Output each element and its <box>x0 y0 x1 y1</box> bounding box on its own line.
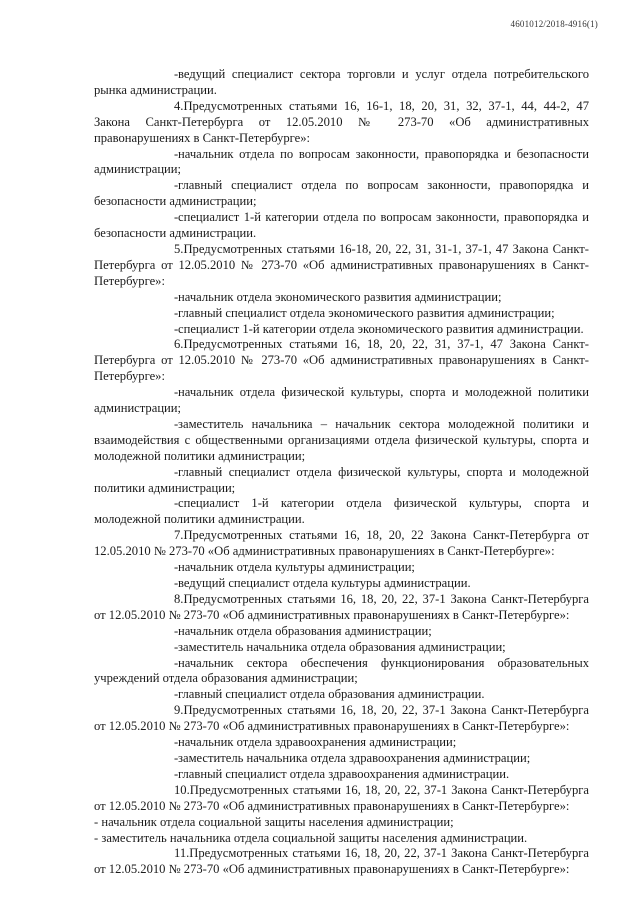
clause-text: Предусмотренных статьями 16, 18, 20, 22 Закона Санкт-Петербурга от 12.05.2010 № 273-70 «Об административных правонарушениях в Санкт-Петербурге»: <box>94 528 589 559</box>
bullet-dash: - <box>174 289 179 304</box>
bullet-dash: - <box>174 750 179 765</box>
list-item <box>94 560 589 576</box>
list-item <box>94 687 589 703</box>
bullet-dash: - <box>174 496 179 511</box>
list-item-text: начальник отдела экономического развития администрации; <box>178 289 502 304</box>
list-item <box>94 210 589 242</box>
list-item <box>94 735 589 751</box>
numbered-clause <box>94 337 589 385</box>
list-item <box>94 831 589 847</box>
clause-number: 4. <box>174 98 184 113</box>
clause-text: Предусмотренных статьями 16-18, 20, 22, 31, 31-1, 37-1, 47 Закона Санкт-Петербурга от 12.05.2010 № 273-70 «Об административных правонарушениях в Санкт-Петербурге»: <box>94 241 589 288</box>
list-item-text: главный специалист отдела образования администрации. <box>178 687 485 702</box>
list-item-text: - заместитель начальника отдела социальной защиты населения администрации. <box>94 830 528 845</box>
bullet-dash: - <box>174 464 179 479</box>
list-item-text: главный специалист отдела физической культуры, спорта и молодежной политики администрации; <box>94 464 589 495</box>
numbered-clause <box>94 528 589 560</box>
list-item-text: главный специалист отдела здравоохранения администрации. <box>178 766 510 781</box>
bullet-dash: - <box>174 321 179 336</box>
list-item <box>94 496 589 528</box>
bullet-dash: - <box>174 178 179 193</box>
document-body <box>94 67 589 878</box>
numbered-clause <box>94 242 589 290</box>
list-item-text: - начальник отдела социальной защиты населения администрации; <box>94 814 454 829</box>
bullet-dash: - <box>174 416 179 431</box>
list-item-text: специалист 1-й категории отдела физической культуры, спорта и молодежной политики администрации. <box>94 496 589 527</box>
clause-text: Предусмотренных статьями 16, 18, 20, 22, 37-1 Закона Санкт-Петербурга от 12.05.2010 № 273-70 «Об административных правонарушениях в Санкт-Петербурге»: <box>94 703 589 734</box>
bullet-dash: - <box>174 210 179 225</box>
numbered-clause <box>94 783 589 815</box>
list-item <box>94 576 589 592</box>
list-item-text: заместитель начальника отдела образования администрации; <box>178 639 506 654</box>
list-item-text: главный специалист отдела по вопросам законности, правопорядка и безопасности администрации; <box>94 178 589 209</box>
list-item-text: заместитель начальника отдела здравоохранения администрации; <box>178 750 531 765</box>
list-item <box>94 815 589 831</box>
list-item-text: заместитель начальника – начальник сектора молодежной политики и взаимодействия с общественными организациями отдела физической культуры, спорта и молодежной политики администрации; <box>94 416 589 463</box>
list-item <box>94 322 589 338</box>
clause-number: 5. <box>174 241 184 256</box>
list-item-text: специалист 1-й категории отдела по вопросам законности, правопорядка и безопасности администрации. <box>94 210 589 241</box>
list-item-text: ведущий специалист отдела культуры администрации. <box>178 576 471 590</box>
list-item <box>94 751 589 767</box>
clause-text: Предусмотренных статьями 16, 16-1, 18, 20, 31, 32, 37-1, 44, 44-2, 47 Закона Санкт-Петербурга от 12.05.2010 № 273-70 «Об административных правонарушениях в Санкт-Петербурге»: <box>94 98 589 145</box>
list-item <box>94 178 589 210</box>
list-item <box>94 767 589 783</box>
list-item-text: начальник отдела здравоохранения администрации; <box>178 735 457 750</box>
bullet-dash: - <box>174 766 179 781</box>
clause-text: Предусмотренных статьями 16, 18, 20, 22, 37-1 Закона Санкт-Петербурга от 12.05.2010 № 273-70 «Об административных правонарушениях в Санкт-Петербурге»: <box>94 591 589 622</box>
bullet-dash: - <box>174 687 179 702</box>
bullet-dash: - <box>174 655 179 670</box>
list-item-text: главный специалист отдела экономического развития администрации; <box>178 305 555 320</box>
list-item <box>94 640 589 656</box>
list-item <box>94 67 589 99</box>
clause-number: 10. <box>174 782 190 797</box>
list-item <box>94 385 589 417</box>
clause-text: Предусмотренных статьями 16, 18, 20, 22, 37-1 Закона Санкт-Петербурга от 12.05.2010 № 273-70 «Об административных правонарушениях в Санкт-Петербурге»: <box>94 846 589 877</box>
clause-number: 7. <box>174 528 184 543</box>
list-item <box>94 417 589 465</box>
list-item <box>94 290 589 306</box>
list-item <box>94 656 589 688</box>
list-item-text: начальник сектора обеспечения функционирования образовательных учреждений отдела образования администрации; <box>94 655 589 686</box>
list-item-text: специалист 1-й категории отдела экономического развития администрации. <box>178 321 584 336</box>
list-item-text: начальник отдела образования администрации; <box>178 623 432 638</box>
bullet-dash: - <box>174 639 179 654</box>
clause-text: Предусмотренных статьями 16, 18, 20, 22, 37-1 Закона Санкт-Петербурга от 12.05.2010 № 273-70 «Об административных правонарушениях в Санкт-Петербурге»: <box>94 782 589 813</box>
list-item-text: начальник отдела по вопросам законности, правопорядка и безопасности администрации; <box>94 146 589 177</box>
list-item-text: начальник отдела физической культуры, спорта и молодежной политики администрации; <box>94 385 589 416</box>
list-item-text: ведущий специалист сектора торговли и услуг отдела потребительского рынка администрации. <box>94 67 589 97</box>
bullet-dash: - <box>174 560 179 575</box>
bullet-dash: - <box>174 146 179 161</box>
numbered-clause <box>94 846 589 878</box>
clause-number: 6. <box>174 337 184 352</box>
bullet-dash: - <box>174 623 179 638</box>
bullet-dash: - <box>174 67 179 81</box>
list-item <box>94 465 589 497</box>
bullet-dash: - <box>174 576 179 590</box>
clause-text: Предусмотренных статьями 16, 18, 20, 22, 31, 37-1, 47 Закона Санкт-Петербурга от 12.05.2010 № 273-70 «Об административных правонарушениях в Санкт-Петербурге»: <box>94 337 589 384</box>
bullet-dash: - <box>174 735 179 750</box>
clause-number: 9. <box>174 703 184 718</box>
numbered-clause <box>94 592 589 624</box>
clause-number: 8. <box>174 591 184 606</box>
bullet-dash: - <box>174 385 179 400</box>
list-item-text: начальник отдела культуры администрации; <box>178 560 415 575</box>
list-item <box>94 147 589 179</box>
clause-number: 11. <box>174 846 190 861</box>
bullet-dash: - <box>174 305 179 320</box>
numbered-clause <box>94 99 589 147</box>
list-item <box>94 306 589 322</box>
numbered-clause <box>94 703 589 735</box>
list-item <box>94 624 589 640</box>
document-number: 4601012/2018-4916(1) <box>510 19 598 29</box>
